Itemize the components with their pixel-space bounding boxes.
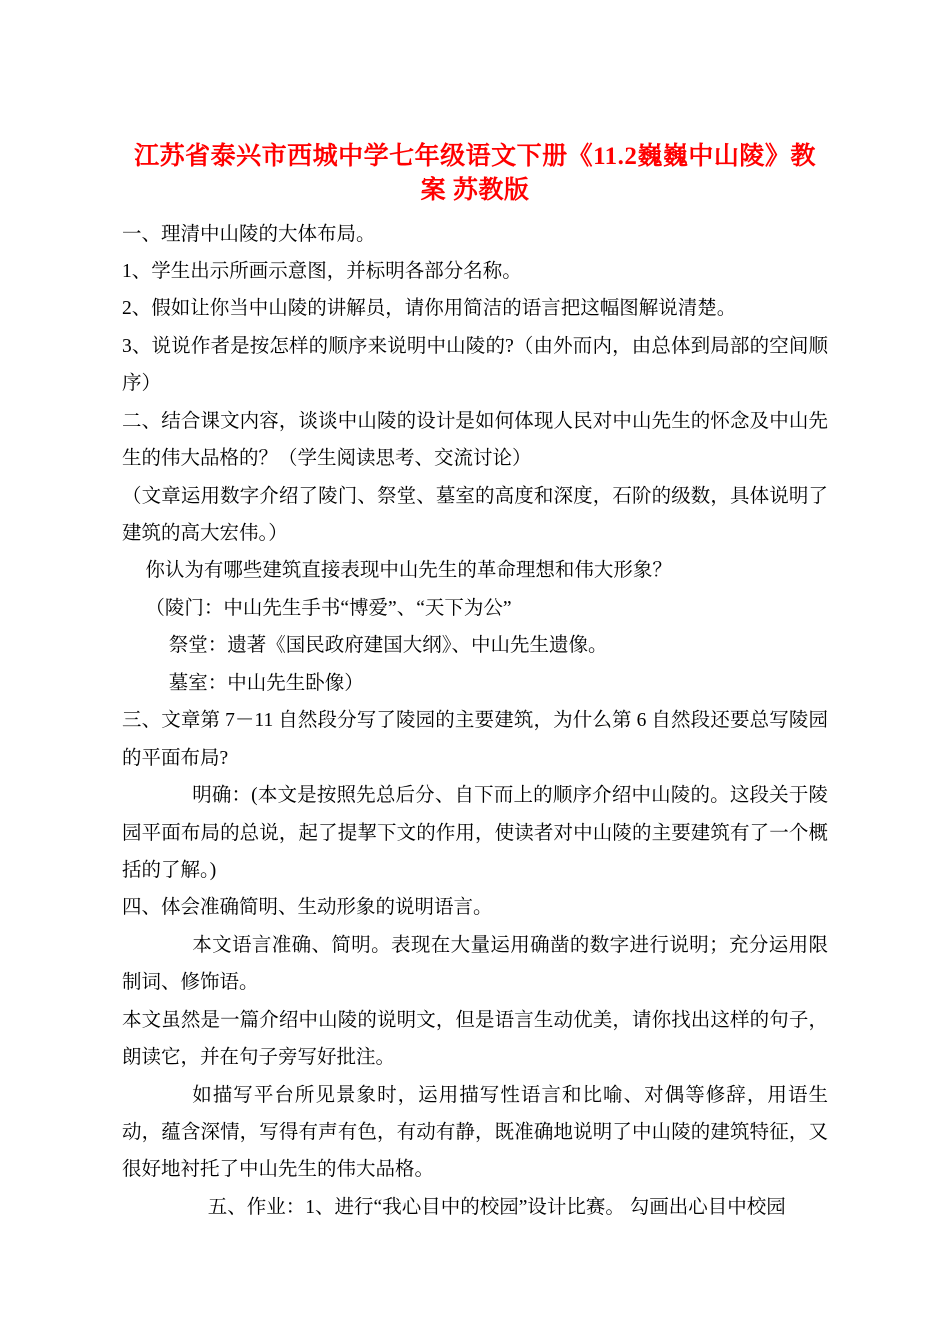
paragraph-10: 墓室：中山先生卧像）: [168, 672, 364, 694]
paragraph-14: 本文语言准确、简明。表现在大量运用确凿的数字进行说明；充分运用限制词、修饰语。: [122, 934, 828, 994]
paragraph-5: 二、结合课文内容，谈谈中山陵的设计是如何体现人民对中山先生的怀念及中山先生的伟大品格的？（学生阅读思考、交流讨论）: [122, 410, 828, 470]
paragraph-2: 1、学生出示所画示意图，并标明各部分名称。: [122, 260, 522, 282]
paragraph-16: 如描写平台所见景象时，运用描写性语言和比喻、对偶等修辞，用语生动，蕴含深情，写得有声有色，有动有静，既准确地说明了中山陵的建筑特征，又很好地衬托了中山先生的伟大品格。: [122, 1084, 828, 1181]
paragraph-3: 2、假如让你当中山陵的讲解员，请你用简洁的语言把这幅图解说清楚。: [122, 298, 737, 320]
paragraph-15: 本文虽然是一篇介绍中山陵的说明文，但是语言生动优美，请你找出这样的句子，朗读它，并在句子旁写好批注。: [122, 1009, 828, 1069]
paragraph-9: 祭堂：遗著《国民政府建国大纲》、中山先生遗像。: [168, 635, 608, 657]
paragraph-7: 你认为有哪些建筑直接表现中山先生的革命理想和伟大形象？: [145, 560, 672, 582]
paragraph-4: 3、说说作者是按怎样的顺序来说明中山陵的?（由外而内，由总体到局部的空间顺序）: [122, 335, 828, 395]
paragraph-8: （陵门：中山先生手书“博爱”、“天下为公”: [145, 597, 512, 619]
paragraph-12: 明确：(本文是按照先总后分、自下而上的顺序介绍中山陵的。这段关于陵园平面布局的总说，起了提挈下文的作用，使读者对中山陵的主要建筑有了一个概括的了解。): [122, 785, 828, 881]
paragraph-1: 一、理清中山陵的大体布局。: [122, 223, 376, 245]
paragraph-17: 五、作业：1、进行“我心目中的校园”设计比赛。 勾画出心目中校园: [207, 1196, 786, 1218]
paragraph-13: 四、体会准确简明、生动形象的说明语言。: [122, 897, 493, 919]
paragraph-11: 三、文章第 7－11 自然段分写了陵园的主要建筑，为什么第 6 自然段还要总写陵园的平面布局?: [122, 710, 828, 769]
page-title: 江苏省泰兴市西城中学七年级语文下册《11.2巍巍中山陵》教案 苏教版: [134, 143, 816, 204]
paragraph-6: （文章运用数字介绍了陵门、祭堂、墓室的高度和深度，石阶的级数，具体说明了建筑的高大宏伟。）: [122, 485, 828, 544]
